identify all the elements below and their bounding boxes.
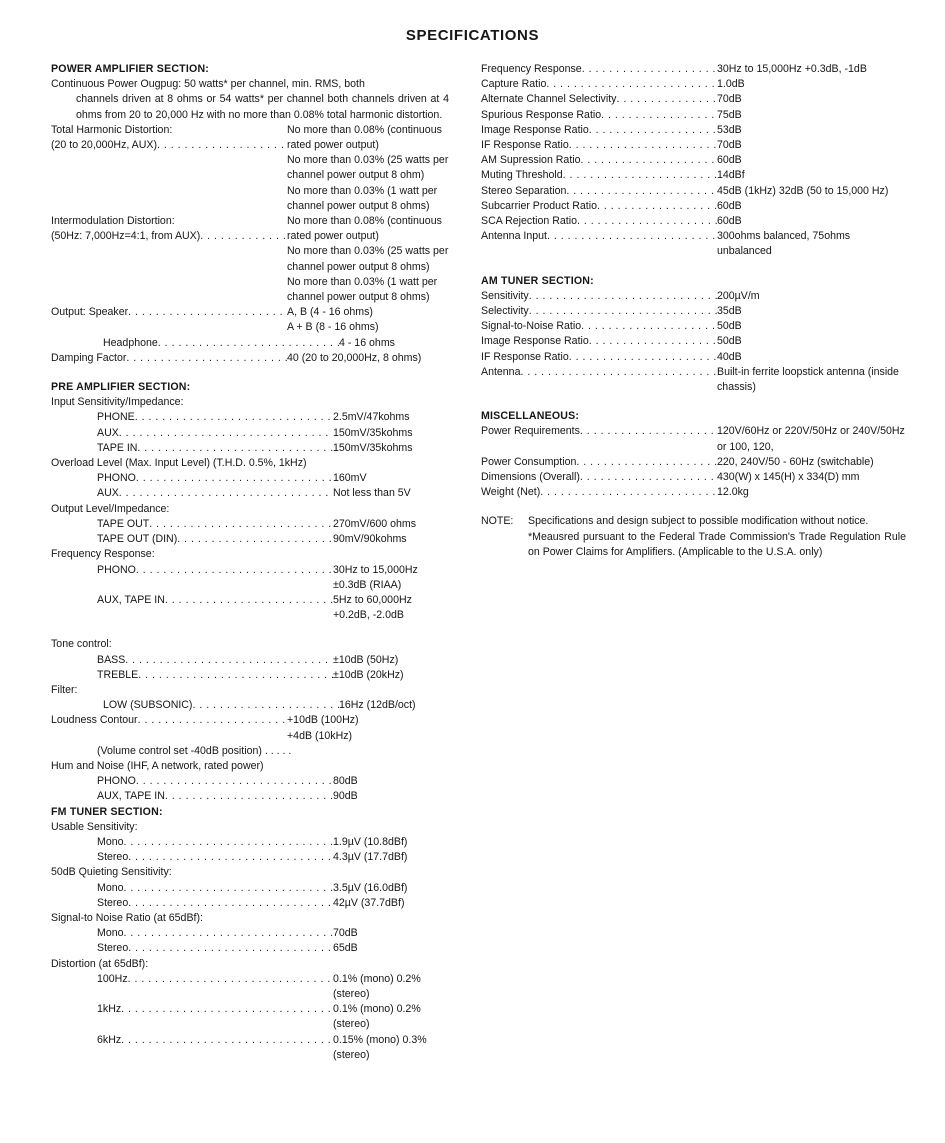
spurious-value: 75dB — [717, 108, 742, 121]
continuous-power-cont: channels driven at 8 ohms or 54 watts* per channel both channels driven at 4 ohms from 20 to 20,000 Hz with no more than 0.08% total harmonic distortion. — [76, 93, 449, 121]
fr-phono-value: 30Hz to 15,000Hz ±0.3dB (RIAA) — [333, 563, 418, 591]
sca-row — [481, 214, 906, 229]
fm-if-row — [481, 138, 906, 153]
power-amp-heading: POWER AMPLIFIER SECTION: — [51, 63, 210, 75]
subcarrier-value: 60dB — [717, 199, 742, 212]
sca-value: 60dB — [717, 215, 742, 228]
tape-in-value: 150mV/35kohms — [333, 441, 413, 454]
capture-value: 1.0dB — [717, 78, 745, 91]
tape-in-label: TAPE IN . . . — [51, 441, 333, 456]
damping-label: Damping Factor . . . — [51, 351, 287, 366]
am-antenna-value: Built-in ferrite loopstick antenna (inside chassis) — [717, 365, 899, 394]
dist-100hz-label: 100Hz . . . — [51, 972, 333, 987]
am-sens-row — [481, 289, 906, 304]
usable-sensitivity-label: Usable Sensitivity: — [51, 820, 138, 833]
tape-in-row — [51, 441, 449, 456]
fm-snr-stereo-value: 65dB — [333, 942, 358, 955]
fm-freq-value: 30Hz to 15,000Hz +0.3dB, -1dB — [717, 63, 867, 75]
am-sens-label: Sensitivity . . . — [481, 289, 717, 304]
am-suppression-value: 60dB — [717, 154, 742, 167]
dist-6khz-row — [51, 1033, 449, 1063]
am-antenna-row — [481, 365, 906, 395]
note-block — [481, 514, 906, 560]
freq-response-label: Frequency Response: — [51, 548, 155, 561]
muting-label: Muting Threshold . . . — [481, 168, 717, 183]
alt-channel-label: Alternate Channel Selectivity . . . — [481, 92, 717, 107]
am-antenna-label: Antenna . . . — [481, 365, 717, 380]
tape-out-din-row — [51, 532, 449, 547]
fm-snr-label: Signal-to Noise Ratio (at 65dBf): — [51, 911, 203, 924]
thd-sublabel: (20 to 20,000Hz, AUX) — [51, 139, 157, 152]
dist-6khz-value: 0.15% (mono) 0.3% (stereo) — [333, 1033, 427, 1061]
fm-tuner-heading: FM TUNER SECTION: — [51, 805, 163, 818]
power-req-label: Power Requirements . . . — [481, 424, 717, 439]
tone-control-label: Tone control: — [51, 638, 112, 651]
am-snr-row — [481, 319, 906, 334]
alt-channel-row — [481, 92, 906, 107]
stereo-sep-value: 45dB (1kHz) 32dB (50 to 15,000 Hz) — [717, 184, 889, 197]
thd-value: No more than 0.08% (continuous rated power output) No more than 0.03% (25 watts per channel power output 8 ohm) No more than 0.03% (1 watt per channel power output 8 ohms) — [287, 123, 449, 212]
headphone-label: Headphone . . . — [51, 336, 339, 351]
quieting-mono-row — [51, 881, 449, 896]
alt-channel-value: 70dB — [717, 93, 742, 106]
usable-mono-value: 1.9µV (10.8dBf) — [333, 835, 408, 848]
am-if-value: 40dB — [717, 350, 742, 363]
am-tuner-heading: AM TUNER SECTION: — [481, 274, 594, 287]
damping-value: 40 (20 to 20,000Hz, 8 ohms) — [287, 351, 422, 364]
fm-snr-stereo-row — [51, 941, 449, 956]
fr-aux-value: 5Hz to 60,000Hz +0.2dB, -2.0dB — [333, 593, 412, 622]
bass-row — [51, 653, 449, 668]
am-sel-label: Selectivity . . . — [481, 304, 717, 319]
fm-freq-label: Frequency Response . . . — [481, 62, 717, 77]
thd-label: Total Harmonic Distortion: (20 to 20,000Hz, AUX) . . . — [51, 123, 287, 153]
stereo-sep-label: Stereo Separation . . . — [481, 184, 717, 199]
left-column — [51, 62, 449, 1063]
aux-value: 150mV/35kohms — [333, 426, 413, 439]
usable-mono-label: Mono . . . — [51, 835, 333, 850]
am-sel-row — [481, 304, 906, 319]
dimensions-label: Dimensions (Overall) . . . — [481, 470, 717, 485]
fm-image-label: Image Response Ratio . . . — [481, 123, 717, 138]
am-suppression-row — [481, 153, 906, 168]
muting-row — [481, 168, 906, 183]
spurious-label: Spurious Response Ratio . . . — [481, 108, 717, 123]
tape-out-din-label: TAPE OUT (DIN) . . . — [51, 532, 333, 547]
dist-6khz-label: 6kHz . . . — [51, 1033, 333, 1048]
continuous-power-text: Continuous Power Ougpug: 50 watts* per channel, min. RMS, both — [51, 78, 365, 91]
hum-phono-value: 80dB — [333, 775, 358, 788]
tape-out-row — [51, 517, 449, 532]
hum-aux-value: 90dB — [333, 790, 358, 803]
phone-row — [51, 410, 449, 425]
am-snr-value: 50dB — [717, 320, 742, 333]
tape-out-value: 270mV/600 ohms — [333, 517, 417, 530]
imd-sublabel: (50Hz: 7,000Hz=4:1, from AUX) — [51, 230, 201, 243]
am-image-label: Image Response Ratio . . . — [481, 334, 717, 349]
misc-heading: MISCELLANEOUS: — [481, 410, 580, 423]
loudness-label: Loudness Contour . . . — [51, 713, 287, 728]
overload-phono-label: PHONO . . . — [51, 471, 333, 486]
hum-phono-row — [51, 774, 449, 789]
dist-100hz-value: 0.1% (mono) 0.2% (stereo) — [333, 972, 421, 1000]
quieting-stereo-label: Stereo . . . — [51, 896, 333, 911]
spurious-row — [481, 108, 906, 123]
tape-out-label: TAPE OUT . . . — [51, 517, 333, 532]
bass-value: ±10dB (50Hz) — [333, 653, 399, 666]
fm-image-row — [481, 123, 906, 138]
subcarrier-row — [481, 199, 906, 214]
fr-aux-row — [51, 593, 449, 623]
low-filter-row — [51, 698, 449, 713]
quieting-label: 50dB Quieting Sensitivity: — [51, 866, 172, 879]
damping-row — [51, 351, 449, 366]
treble-label: TREBLE . . . — [51, 668, 333, 683]
hum-phono-label: PHONO . . . — [51, 774, 333, 789]
dimensions-value: 430(W) x 145(H) x 334(D) mm — [717, 471, 860, 484]
pre-amp-heading: PRE AMPLIFIER SECTION: — [51, 381, 191, 394]
quieting-mono-value: 3.5µV (16.0dBf) — [333, 881, 408, 894]
treble-row — [51, 668, 449, 683]
continuous-power-spec — [51, 77, 449, 123]
am-image-value: 50dB — [717, 335, 742, 348]
overload-phono-row — [51, 471, 449, 486]
usable-stereo-value: 4.3µV (17.7dBf) — [333, 851, 408, 864]
fm-freq-row — [481, 62, 906, 77]
power-req-row — [481, 424, 906, 454]
fr-phono-row — [51, 563, 449, 593]
aux-label: AUX . . . — [51, 426, 333, 441]
power-cons-value: 220, 240V/50 - 60Hz (switchable) — [717, 455, 874, 468]
fr-phono-label: PHONO . . . — [51, 563, 333, 578]
am-snr-label: Signal-to-Noise Ratio . . . — [481, 319, 717, 334]
headphone-row — [51, 336, 449, 351]
headphone-value: 4 - 16 ohms — [339, 336, 395, 349]
dist-1khz-label: 1kHz . . . — [51, 1002, 333, 1017]
fr-aux-label: AUX, TAPE IN . . . — [51, 593, 333, 608]
note-text-1: Specifications and design subject to possible modification without notice. — [528, 515, 869, 528]
capture-row — [481, 77, 906, 92]
usable-stereo-label: Stereo . . . — [51, 850, 333, 865]
quieting-mono-label: Mono . . . — [51, 881, 333, 896]
sca-label: SCA Rejection Ratio . . . — [481, 214, 717, 229]
fm-if-label: IF Response Ratio . . . — [481, 138, 717, 153]
loudness-note: (Volume control set -40dB position) . . . . . — [97, 744, 292, 757]
hum-aux-row — [51, 789, 449, 804]
tape-out-din-value: 90mV/90kohms — [333, 533, 407, 546]
power-cons-row — [481, 455, 906, 470]
weight-value: 12.0kg — [717, 486, 749, 499]
power-req-value: 120V/60Hz or 220V/50Hz or 240V/50Hz or 100, 120, — [717, 425, 905, 453]
fm-if-value: 70dB — [717, 139, 742, 152]
overload-label: Overload Level (Max. Input Level) (T.H.D. 0.5%, 1kHz) — [51, 457, 307, 470]
fm-snr-mono-label: Mono . . . — [51, 926, 333, 941]
capture-label: Capture Ratio . . . — [481, 77, 717, 92]
overload-aux-label: AUX . . . — [51, 486, 333, 501]
page-title: SPECIFICATIONS — [405, 27, 540, 44]
am-if-label: IF Response Ratio . . . — [481, 350, 717, 365]
fm-snr-stereo-label: Stereo . . . — [51, 941, 333, 956]
note-text — [528, 514, 906, 560]
weight-label: Weight (Net) . . . — [481, 485, 717, 500]
power-cons-label: Power Consumption . . . — [481, 455, 717, 470]
overload-aux-value: Not less than 5V — [333, 487, 411, 500]
subcarrier-label: Subcarrier Product Ratio . . . — [481, 199, 717, 214]
am-suppression-label: AM Supression Ratio . . . — [481, 153, 717, 168]
thd-row — [51, 123, 449, 214]
aux-row — [51, 426, 449, 441]
antenna-input-value: 300ohms balanced, 75ohms unbalanced — [717, 230, 851, 258]
weight-row — [481, 485, 906, 500]
hum-noise-label: Hum and Noise (IHF, A network, rated power) — [51, 759, 264, 772]
usable-stereo-row — [51, 850, 449, 865]
right-column — [481, 62, 906, 560]
loudness-value: +10dB (100Hz) +4dB (10kHz) — [287, 714, 359, 742]
bass-label: BASS . . . — [51, 653, 333, 668]
dimensions-row — [481, 470, 906, 485]
antenna-input-label: Antenna Input . . . — [481, 229, 717, 244]
imd-label: Intermodulation Distortion: (50Hz: 7,000Hz=4:1, from AUX) . . . — [51, 214, 287, 244]
usable-mono-row — [51, 835, 449, 850]
low-filter-value: 16Hz (12dB/oct) — [339, 699, 416, 712]
output-speaker-row — [51, 305, 449, 335]
antenna-input-row — [481, 229, 906, 259]
output-speaker-label: Output: Speaker . . . — [51, 305, 287, 320]
dist-1khz-value: 0.1% (mono) 0.2% (stereo) — [333, 1003, 421, 1031]
dist-100hz-row — [51, 972, 449, 1002]
output-speaker-value: A, B (4 - 16 ohms) A + B (8 - 16 ohms) — [287, 306, 379, 334]
muting-value: 14dBf — [717, 169, 745, 182]
fm-distortion-label: Distortion (at 65dBf): — [51, 957, 149, 970]
phone-value: 2.5mV/47kohms — [333, 411, 410, 424]
fm-snr-mono-value: 70dB — [333, 927, 358, 940]
filter-label: Filter: — [51, 683, 78, 696]
overload-aux-row — [51, 486, 449, 501]
overload-phono-value: 160mV — [333, 472, 367, 485]
quieting-stereo-value: 42µV (37.7dBf) — [333, 896, 405, 909]
am-sel-value: 35dB — [717, 305, 742, 318]
fm-image-value: 53dB — [717, 123, 742, 136]
imd-row — [51, 214, 449, 305]
low-filter-label: LOW (SUBSONIC) . . . — [51, 698, 339, 713]
fm-snr-mono-row — [51, 926, 449, 941]
hum-aux-label: AUX, TAPE IN . . . — [51, 789, 333, 804]
quieting-stereo-row — [51, 896, 449, 911]
dist-1khz-row — [51, 1002, 449, 1032]
note-label: NOTE: — [481, 515, 514, 528]
note-text-2: *Meausred pursuant to the Federal Trade Commission's Trade Regulation Rule on Power Claims for Amplifiers. (Amplicable to the U.S.A. only) — [528, 530, 906, 558]
am-if-row — [481, 350, 906, 365]
am-sens-value: 200µV/m — [717, 289, 760, 302]
am-image-row — [481, 334, 906, 349]
output-level-label: Output Level/Impedance: — [51, 502, 170, 515]
treble-value: ±10dB (20kHz) — [333, 668, 404, 681]
imd-value: No more than 0.08% (continuous rated power output) No more than 0.03% (25 watts per channel power output 8 ohms) No more than 0.03% (1 watt per channel power output 8 ohms) — [287, 215, 449, 304]
input-sensitivity-label: Input Sensitivity/Impedance: — [51, 396, 184, 409]
phone-label: PHONE . . . — [51, 410, 333, 425]
stereo-sep-row — [481, 184, 906, 199]
loudness-row — [51, 713, 449, 743]
